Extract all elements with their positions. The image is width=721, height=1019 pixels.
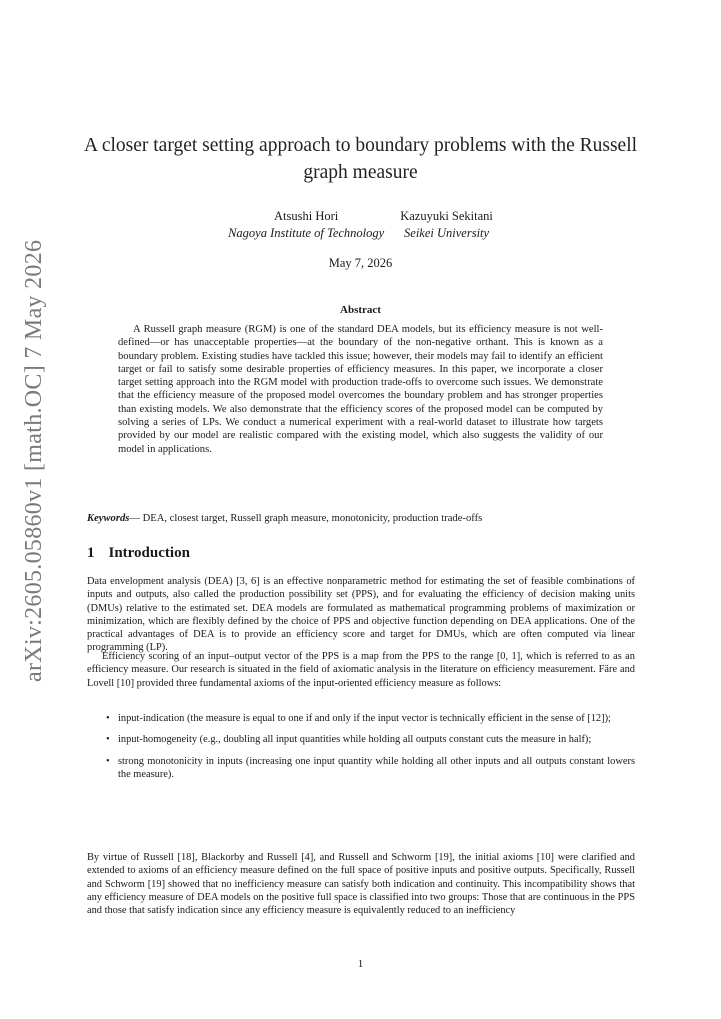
list-item	[87, 733, 635, 746]
list-item-text: strong monotonicity in inputs (increasing one input quantity while holding all other inputs and all outputs constant lowers the measure).	[118, 755, 635, 780]
arxiv-identifier: arXiv:2605.05860v1 [math.OC] 7 May 2026	[21, 239, 47, 682]
section-title: Introduction	[108, 545, 190, 561]
arxiv-side-stamp	[19, 239, 49, 682]
paragraph: Efficiency scoring of an input–output vector of the PPS is a map from the PPS to the range [0, 1], which is referred to as an efficiency measure. Our research is situated in the field of axiomatic analysis in the literature on efficiency measurement. Färe and Lovell [10] provided three fundamental axioms of the input-oriented efficiency measure as follows:	[87, 651, 635, 689]
keywords-text: — DEA, closest target, Russell graph measure, monotonicity, production trade-offs	[129, 513, 483, 524]
author-1	[228, 208, 384, 242]
paragraph: By virtue of Russell [18], Blackorby and Russell [4], and Russell and Schworm [19], the initial axioms [10] were clarified and extended to axioms of an efficiency measure defined on the full space of positive inputs and positive outputs. Specifically, Russell and Schworm [19] showed that no inefficiency measure can satisfy both indication and continuity. This incompatibility shows that any efficiency measure of DEA models on the positive full space is classified into two groups: Those that are continuous in the PPS and those that satisfy indication since any efficiency measure is equivalently reduced to an inefficiency	[87, 852, 635, 917]
page-number: 1	[357, 958, 364, 970]
section-heading	[87, 545, 190, 562]
list-item	[87, 712, 635, 725]
list-item-text: input-indication (the measure is equal to one if and only if the input vector is technically efficient in the sense of [12]);	[118, 713, 611, 724]
keywords-line	[87, 512, 647, 526]
abstract-text: A Russell graph measure (RGM) is one of the standard DEA models, but its efficiency measure is not well-defined—or has unacceptable properties—at the boundary of the non-negative orthant. This is known as a boundary problem. Existing studies have tackled this issue; however, their models may fail to identify an efficient target or fail to satisfy some desirable properties of efficiency measures. In this paper, we incorporate a closer target setting approach into the RGM model with production trade-offs to overcome such issues. We demonstrate that the efficiency measure of the proposed model overcomes the boundary problem and has stronger properties than existing models. We also demonstrate that the efficiency scores of the proposed model can be computed by solving a series of LPs. We conduct a numerical experiment with a real-world dataset to illustrate how targets provided by our model are realistic compared with the existing model, which also suggests the validity of our model in applications.	[118, 324, 603, 455]
bullet-icon: •	[106, 734, 110, 746]
axiom-list	[87, 712, 635, 789]
author-2	[400, 208, 493, 242]
author-name: Kazuyuki Sekitani	[400, 209, 493, 223]
paragraph: Data envelopment analysis (DEA) [3, 6] is an effective nonparametric method for estimating the set of feasible combinations of inputs and outputs, also called the production possibility set (PPS), and for evaluating the efficiency of decision making units (DMUs) relative to the estimated set. DEA models are formulated as mathematical programming problems of maximization or minimization, which are flexibly defined by the choice of PPS and objective function depending on DEA applications. One of the practical advantages of DEA is to provide an efficiency score and target for DMUs, which are often computed via linear programming (LP).	[87, 576, 635, 654]
keywords-label: Keywords	[87, 513, 130, 524]
list-item-text: input-homogeneity (e.g., doubling all input quantities while holding all outputs constant cuts the measure in half);	[118, 734, 592, 746]
bullet-icon: •	[106, 755, 110, 767]
section-number: 1	[87, 545, 95, 561]
paper-title: A closer target setting approach to boundary problems with the Russell graph measure	[83, 135, 638, 183]
author-name: Atsushi Hori	[274, 209, 339, 223]
author-affiliation: Seikei University	[404, 226, 490, 240]
list-item	[87, 755, 635, 782]
publication-date: May 7, 2026	[328, 256, 393, 270]
bullet-icon: •	[106, 713, 110, 724]
author-block	[0, 208, 721, 242]
author-affiliation: Nagoya Institute of Technology	[228, 226, 385, 240]
abstract-heading: Abstract	[340, 304, 381, 316]
